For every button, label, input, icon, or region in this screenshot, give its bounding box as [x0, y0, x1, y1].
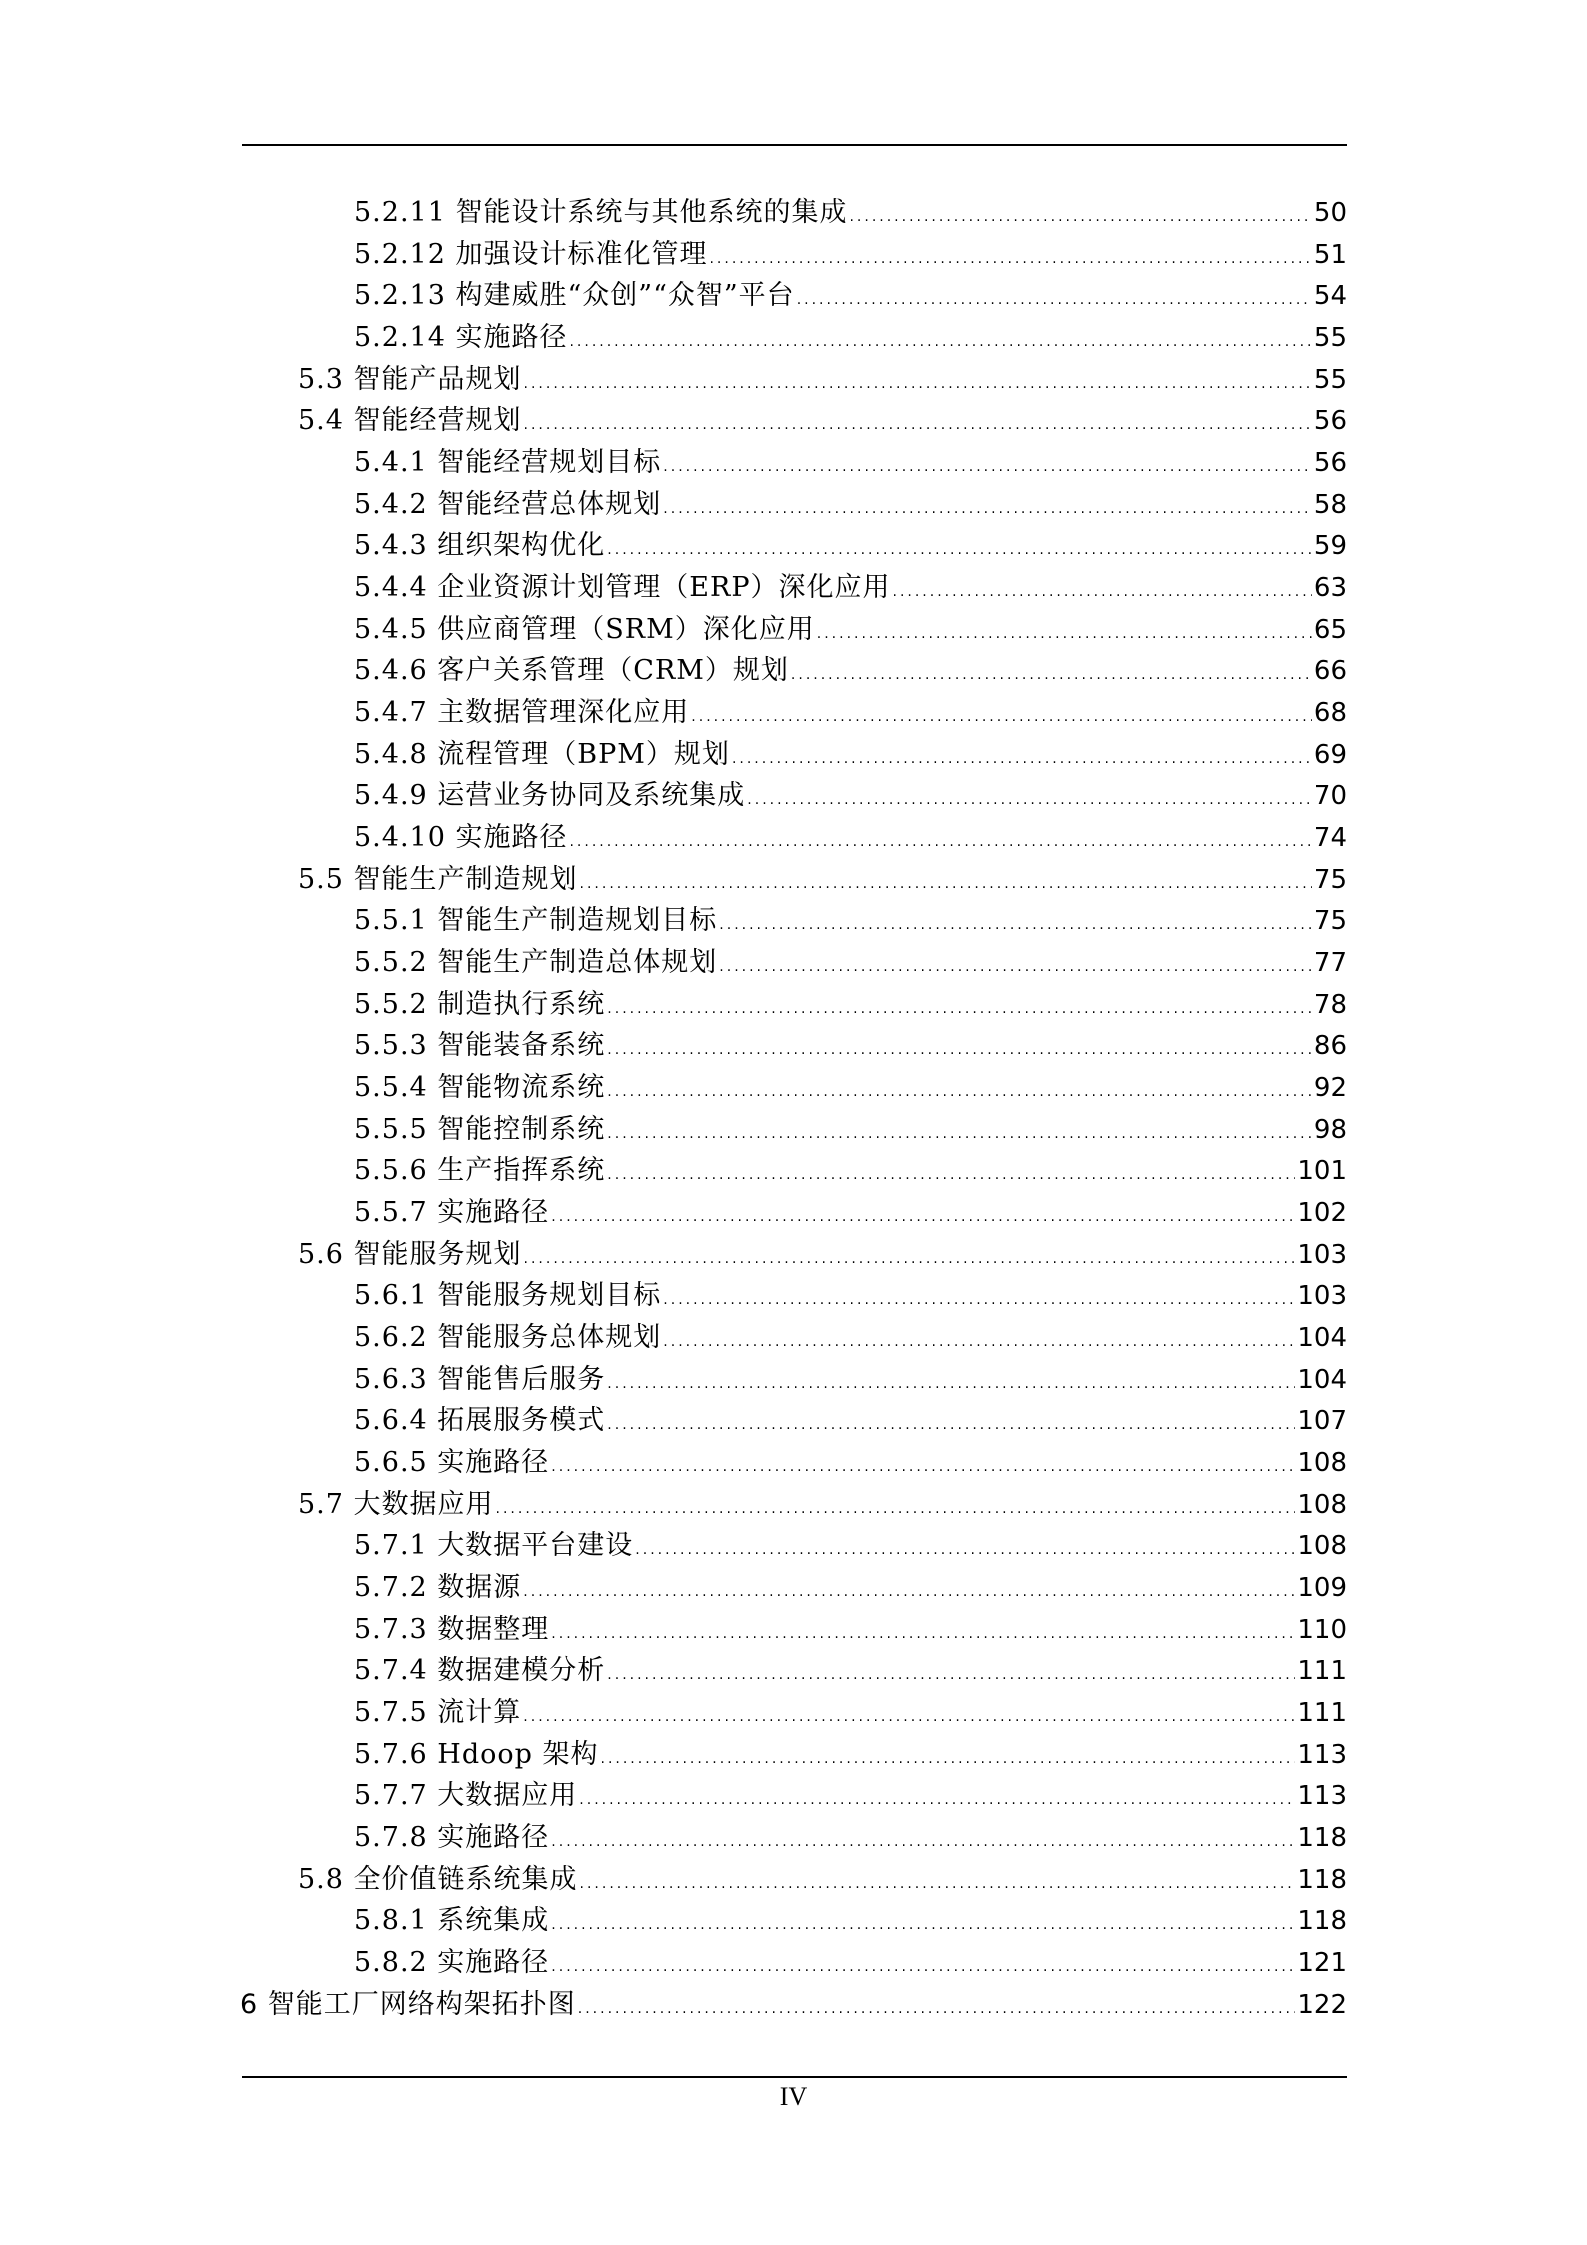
toc-entry-page: 54 — [1313, 281, 1347, 312]
toc-entry[interactable] — [354, 1775, 1347, 1817]
toc-entry[interactable] — [354, 484, 1347, 526]
toc-entry[interactable] — [354, 817, 1347, 859]
dot-leader — [849, 196, 1311, 238]
toc-entry[interactable] — [354, 650, 1347, 692]
toc-entry[interactable] — [354, 525, 1347, 567]
toc-entry-page: 63 — [1313, 573, 1347, 604]
dot-leader — [496, 1488, 1296, 1530]
toc-entry-title: 5.7.7 大数据应用 — [354, 1780, 578, 1812]
toc-entry-page: 101 — [1297, 1156, 1347, 1187]
toc-entry-page: 121 — [1297, 1948, 1347, 1979]
toc-entry[interactable] — [298, 1859, 1347, 1901]
toc-entry-title: 5.4.3 组织架构优化 — [354, 530, 606, 562]
toc-entry-page: 108 — [1297, 1448, 1347, 1479]
toc-entry-page: 111 — [1297, 1698, 1347, 1729]
toc-entry[interactable] — [354, 609, 1347, 651]
toc-entry-page: 70 — [1313, 781, 1347, 812]
toc-entry-title: 5.5.3 智能装备系统 — [354, 1030, 606, 1062]
toc-entry[interactable] — [354, 900, 1347, 942]
toc-entry-page: 74 — [1313, 823, 1347, 854]
dot-leader — [601, 1738, 1296, 1780]
toc-entry[interactable] — [354, 1650, 1347, 1692]
toc-entry[interactable] — [354, 1817, 1347, 1859]
toc-entry-page: 58 — [1313, 489, 1347, 520]
dot-leader — [691, 696, 1312, 738]
toc-entry[interactable] — [298, 859, 1347, 901]
dot-leader — [607, 1113, 1312, 1155]
toc-entry[interactable] — [354, 1400, 1347, 1442]
toc-entry-page: 103 — [1297, 1239, 1347, 1270]
toc-entry[interactable] — [298, 1484, 1347, 1526]
toc-entry-page: 50 — [1313, 198, 1347, 228]
toc-entry-title: 5.4.5 供应商管理（SRM）深化应用 — [354, 613, 815, 645]
toc-entry-title: 5.6.1 智能服务规划目标 — [354, 1280, 662, 1312]
toc-entry-page: 86 — [1313, 1031, 1347, 1062]
dot-leader — [551, 1196, 1295, 1238]
dot-leader — [747, 779, 1312, 821]
toc-entry-page: 108 — [1297, 1489, 1347, 1520]
dot-leader — [635, 1529, 1295, 1571]
toc-entry-page: 109 — [1297, 1573, 1347, 1604]
toc-entry-title: 5.4.8 流程管理（BPM）规划 — [354, 738, 730, 770]
dot-leader — [797, 279, 1312, 321]
dot-leader — [524, 404, 1312, 446]
dot-leader — [569, 321, 1311, 363]
toc-entry[interactable] — [354, 1275, 1347, 1317]
toc-entry-title: 5.4.7 主数据管理深化应用 — [354, 697, 690, 729]
toc-entry[interactable] — [354, 775, 1347, 817]
toc-entry[interactable] — [354, 1567, 1347, 1609]
toc-entry[interactable] — [298, 359, 1347, 401]
toc-entry-page: 51 — [1313, 239, 1347, 270]
toc-entry-title: 5.7 大数据应用 — [298, 1488, 494, 1520]
toc-entry-title: 5.6.4 拓展服务模式 — [354, 1405, 606, 1437]
toc-entry[interactable] — [354, 1192, 1347, 1234]
toc-entry-page: 107 — [1297, 1406, 1347, 1437]
toc-entry-page: 92 — [1313, 1073, 1347, 1104]
toc-entry-title: 5.6.5 实施路径 — [354, 1447, 550, 1479]
toc-entry-title: 5.8.2 实施路径 — [354, 1947, 550, 1979]
toc-entry-page: 110 — [1297, 1614, 1347, 1645]
toc-entry[interactable] — [298, 1234, 1347, 1276]
toc-entry-title: 5.7.8 实施路径 — [354, 1822, 550, 1854]
toc-entry-page: 78 — [1313, 989, 1347, 1020]
toc-entry-page: 59 — [1313, 531, 1347, 562]
toc-entry-title: 5.5 智能生产制造规划 — [298, 863, 578, 895]
toc-entry-title: 5.5.7 实施路径 — [354, 1197, 550, 1229]
toc-entry-page: 65 — [1313, 614, 1347, 645]
toc-entry[interactable] — [240, 1984, 1347, 2026]
dot-leader — [580, 1863, 1296, 1905]
toc-entry[interactable] — [354, 1734, 1347, 1776]
dot-leader — [663, 446, 1312, 488]
toc-entry-page: 104 — [1297, 1364, 1347, 1395]
toc-entry-page: 118 — [1297, 1864, 1347, 1895]
dot-leader — [732, 738, 1312, 780]
toc-entry-title: 5.4.4 企业资源计划管理（ERP）深化应用 — [354, 572, 891, 604]
dot-leader — [607, 988, 1312, 1030]
toc-entry[interactable] — [354, 734, 1347, 776]
toc-entry-page: 103 — [1297, 1281, 1347, 1312]
toc-entry[interactable] — [354, 1942, 1347, 1984]
toc-entry[interactable] — [354, 275, 1347, 317]
toc-entry-page: 113 — [1297, 1739, 1347, 1770]
toc-entry[interactable] — [354, 1900, 1347, 1942]
dot-leader — [663, 1321, 1295, 1363]
dot-leader — [523, 1696, 1295, 1738]
dot-leader — [719, 904, 1312, 946]
dot-leader — [709, 238, 1311, 280]
toc-entry-title: 5.5.4 智能物流系统 — [354, 1072, 606, 1104]
toc-entry-page: 98 — [1313, 1114, 1347, 1145]
toc-entry[interactable] — [354, 1359, 1347, 1401]
toc-entry-title: 5.4.10 实施路径 — [354, 822, 568, 854]
header-rule — [242, 144, 1347, 146]
dot-leader — [893, 571, 1312, 613]
dot-leader — [607, 1071, 1312, 1113]
toc-entry-title: 5.2.14 实施路径 — [354, 322, 568, 353]
dot-leader — [579, 1779, 1295, 1821]
toc-entry-title: 5.5.2 制造执行系统 — [354, 988, 606, 1020]
dot-leader — [607, 1363, 1295, 1405]
toc-entry-page: 113 — [1297, 1781, 1347, 1812]
dot-leader — [551, 1946, 1295, 1988]
toc-entry-title: 5.2.12 加强设计标准化管理 — [354, 238, 708, 270]
dot-leader — [663, 488, 1312, 530]
dot-leader — [663, 1279, 1295, 1321]
footer-rule — [242, 2076, 1347, 2078]
toc-entry[interactable] — [354, 234, 1347, 276]
dot-leader — [791, 654, 1312, 696]
dot-leader — [817, 613, 1312, 655]
toc-entry-title: 5.2.11 智能设计系统与其他系统的集成 — [354, 197, 848, 228]
toc-entry-page: 118 — [1297, 1823, 1347, 1854]
toc-entry-title: 5.8 全价值链系统集成 — [298, 1863, 578, 1895]
toc-entry[interactable] — [354, 317, 1347, 359]
toc-entry-page: 68 — [1313, 698, 1347, 729]
toc-entry[interactable] — [354, 567, 1347, 609]
dot-leader — [607, 1404, 1295, 1446]
toc-entry-title: 5.7.4 数据建模分析 — [354, 1655, 606, 1687]
toc-entry[interactable] — [354, 984, 1347, 1026]
toc-entry-page: 108 — [1297, 1531, 1347, 1562]
toc-entry-title: 5.5.2 智能生产制造总体规划 — [354, 947, 718, 979]
dot-leader — [607, 1654, 1295, 1696]
dot-leader — [607, 1154, 1295, 1196]
toc-entry-page: 55 — [1313, 364, 1347, 395]
toc-entry-page: 56 — [1313, 406, 1347, 437]
toc-entry-page: 56 — [1313, 448, 1347, 479]
toc-entry[interactable] — [354, 1609, 1347, 1651]
toc-entry-title: 5.2.13 构建威胜“众创”“众智”平台 — [354, 280, 795, 312]
dot-leader — [607, 1029, 1312, 1071]
toc-entry-title: 5.6.3 智能售后服务 — [354, 1363, 606, 1395]
dot-leader — [569, 821, 1311, 863]
toc-entry-page: 77 — [1313, 948, 1347, 979]
toc-entry[interactable] — [354, 1442, 1347, 1484]
dot-leader — [524, 1238, 1296, 1280]
page-number: IV — [779, 2082, 808, 2111]
toc-entry[interactable] — [354, 1025, 1347, 1067]
toc-entry[interactable] — [354, 1317, 1347, 1359]
toc-entry-title: 5.6.2 智能服务总体规划 — [354, 1322, 662, 1354]
toc-entry-title: 5.4.2 智能经营总体规划 — [354, 488, 662, 520]
toc-entry-title: 5.5.5 智能控制系统 — [354, 1113, 606, 1145]
toc-entry-title: 5.4.9 运营业务协同及系统集成 — [354, 780, 746, 812]
toc-entry[interactable] — [354, 942, 1347, 984]
toc-entry[interactable] — [354, 1692, 1347, 1734]
toc-entry-title: 6 智能工厂网络构架拓扑图 — [240, 1988, 576, 2020]
toc-entry-page: 66 — [1313, 656, 1347, 687]
toc-entry-page: 75 — [1313, 906, 1347, 937]
dot-leader — [719, 946, 1312, 988]
toc-entry-page: 122 — [1297, 1989, 1347, 2020]
toc-entry-title: 5.4.1 智能经营规划目标 — [354, 447, 662, 479]
toc-entry[interactable] — [354, 1150, 1347, 1192]
toc-entry-title: 5.7.2 数据源 — [354, 1572, 522, 1604]
toc-entry-title: 5.6 智能服务规划 — [298, 1238, 522, 1270]
toc-entry[interactable] — [354, 1109, 1347, 1151]
toc-entry[interactable] — [354, 692, 1347, 734]
toc-entry-title: 5.4 智能经营规划 — [298, 405, 522, 437]
toc-entry[interactable] — [354, 1525, 1347, 1567]
toc-entry-title: 5.5.1 智能生产制造规划目标 — [354, 905, 718, 937]
toc-entry-title: 5.7.3 数据整理 — [354, 1613, 550, 1645]
dot-leader — [551, 1613, 1295, 1655]
toc-entry-page: 69 — [1313, 739, 1347, 770]
toc-entry-page: 75 — [1313, 864, 1347, 895]
dot-leader — [551, 1821, 1295, 1863]
toc-entry[interactable] — [354, 442, 1347, 484]
toc-entry[interactable] — [354, 192, 1347, 234]
dot-leader — [607, 529, 1312, 571]
toc-entry-title: 5.8.1 系统集成 — [354, 1905, 550, 1937]
toc-entry-title: 5.5.6 生产指挥系统 — [354, 1155, 606, 1187]
dot-leader — [578, 1988, 1296, 2030]
toc-entry[interactable] — [354, 1067, 1347, 1109]
toc-entry-title: 5.4.6 客户关系管理（CRM）规划 — [354, 655, 789, 687]
dot-leader — [551, 1446, 1295, 1488]
toc-entry-page: 118 — [1297, 1906, 1347, 1937]
dot-leader — [551, 1904, 1295, 1946]
toc-entry-page: 111 — [1297, 1656, 1347, 1687]
toc-entry-page: 104 — [1297, 1323, 1347, 1354]
dot-leader — [580, 863, 1312, 905]
toc-entry-page: 102 — [1297, 1198, 1347, 1229]
toc-entry[interactable] — [298, 400, 1347, 442]
dot-leader — [523, 1571, 1295, 1613]
toc-entry-title: 5.3 智能产品规划 — [298, 363, 522, 395]
toc-entry-title: 5.7.5 流计算 — [354, 1697, 522, 1729]
toc-entry-page: 55 — [1313, 323, 1347, 353]
toc-entry-title: 5.7.6 Hdoop 架构 — [354, 1738, 599, 1770]
toc-entry-title: 5.7.1 大数据平台建设 — [354, 1530, 634, 1562]
dot-leader — [524, 363, 1312, 405]
